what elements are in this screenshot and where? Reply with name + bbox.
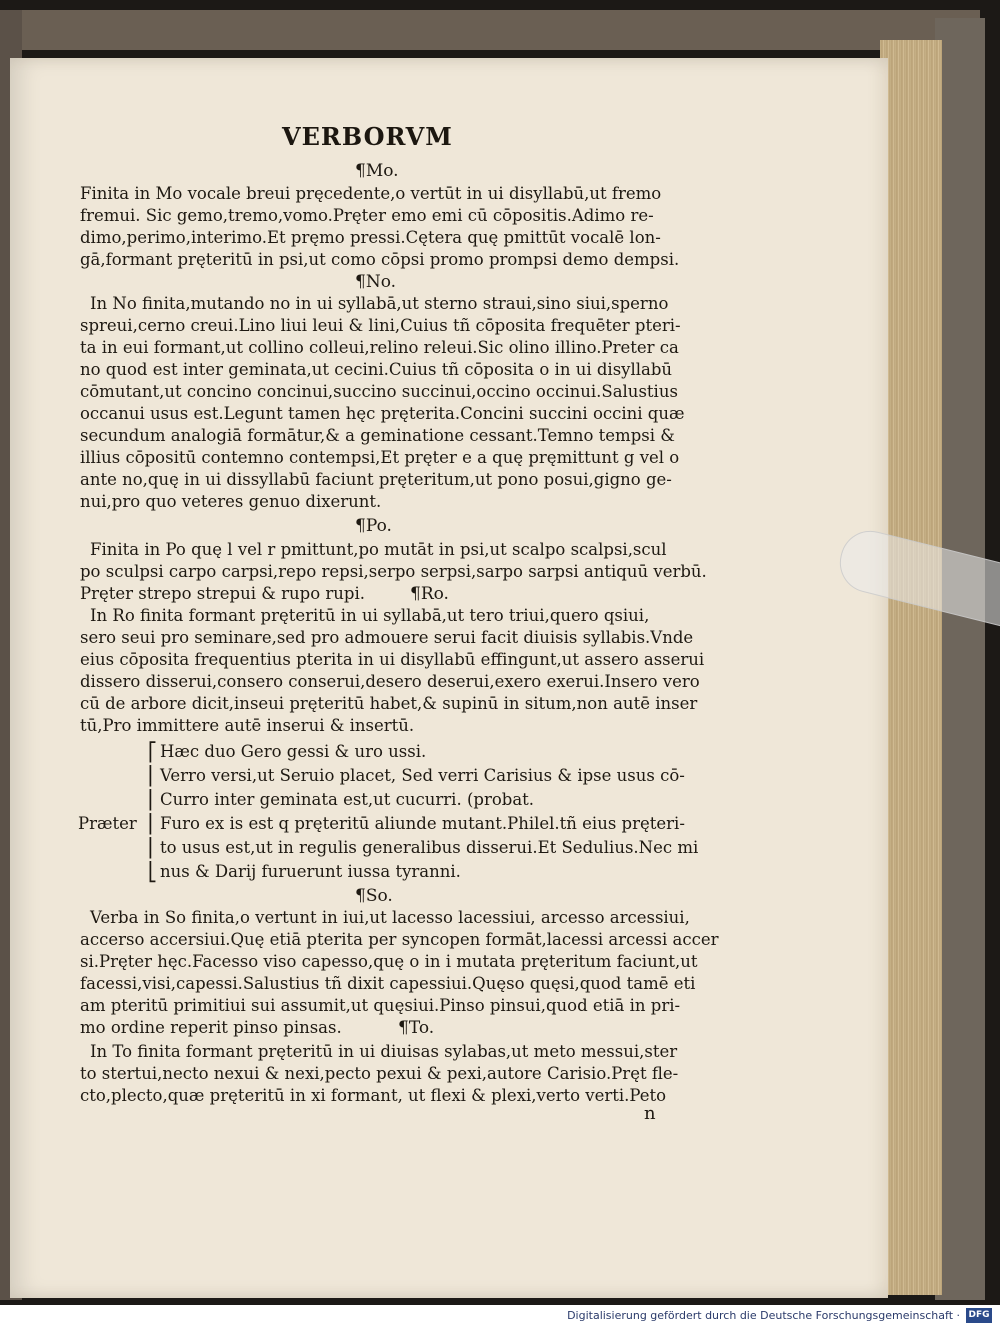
brace-mark: ⎢ — [148, 814, 157, 835]
book-cover-right — [935, 18, 985, 1300]
text-line: cto,plecto,quæ pręteritū in xi formant, ut flexi & plexi,verto verti.Peto — [80, 1086, 667, 1105]
text-line: cū de arbore dicit,inseui pręteritū habet,& supinū in situm,non autē inser — [80, 694, 698, 713]
text-line: mo ordine reperit pinso pinsas. — [80, 1018, 342, 1037]
text-line: Finita in Mo vocale breui pręcedente,o vertūt in ui disyllabū,ut fremo — [80, 184, 662, 203]
text-line: fremui. Sic gemo,tremo,vomo.Pręter emo emi cū cōpositis.Adimo re- — [80, 206, 654, 225]
brace-line: Hæc duo Gero gessi & uro ussi. — [160, 742, 427, 761]
text-line: dissero disserui,consero conserui,desero deserui,exero exerui.Insero vero — [80, 672, 700, 691]
text-line: eius cōposita frequentius pterita in ui disyllabū effingunt,ut assero asserui — [80, 650, 705, 669]
section-heading-ro: ¶Ro. — [410, 584, 449, 604]
section-heading-mo: ¶Mo. — [355, 161, 399, 181]
section-heading-to: ¶To. — [398, 1018, 435, 1038]
brace-line: to usus est,ut in regulis generalibus disserui.Et Sedulius.Nec mi — [160, 838, 699, 857]
text-line: Verba in So finita,o vertunt in iui,ut lacesso lacessiui, arcesso arcessiui, — [90, 908, 690, 927]
brace-mark: ⎢ — [148, 766, 157, 787]
dfg-logo: DFG — [966, 1308, 992, 1323]
brace-mark: ⎡ — [148, 742, 157, 763]
book-page — [10, 58, 888, 1298]
section-heading-po: ¶Po. — [355, 516, 392, 536]
brace-line: nus & Darij furuerunt iussa tyranni. — [160, 862, 461, 881]
text-line: Finita in Po quę l vel r pmittunt,po mutāt in psi,ut scalpo scalpsi,scul — [90, 540, 667, 559]
running-head: VERBORVM — [282, 122, 453, 151]
text-line: ta in eui formant,ut collino colleui,relino releui.Sic olino illino.Preter ca — [80, 338, 679, 357]
praeter-label: Prӕter — [78, 814, 137, 833]
brace-mark: ⎢ — [148, 790, 157, 811]
text-line: ante no,quę in ui dissyllabū faciunt pręteritum,ut pono posui,gigno ge- — [80, 470, 672, 489]
brace-mark: ⎣ — [148, 862, 157, 883]
text-line: gā,formant pręteritū in psi,ut como cōpsi promo prompsi demo dempsi. — [80, 250, 680, 269]
text-line: In Ro finita formant pręteritū in ui syllabā,ut tero triui,quero qsiui, — [90, 606, 650, 625]
footer-bar — [0, 1305, 1000, 1327]
section-heading-no: ¶No. — [355, 272, 397, 292]
section-heading-so: ¶So. — [355, 886, 393, 906]
text-line: illius cōpositū contemno contempsi,Et pręter e a quę pręmittunt g vel o — [80, 448, 680, 467]
text-line: In No finita,mutando no in ui syllabā,ut sterno straui,sino siui,sperno — [90, 294, 669, 313]
text-line: accerso accersiui.Quę etiā pterita per syncopen formāt,lacessi arcessi accer — [80, 930, 719, 949]
text-line: In To finita formant pręteritū in ui diuisas sylabas,ut meto messui,ster — [90, 1042, 678, 1061]
text-line: to stertui,necto nexui & nexi,pecto pexui & pexi,autore Carisio.Pręt fle- — [80, 1064, 679, 1083]
page-edges — [880, 40, 942, 1295]
catchword: n — [644, 1103, 656, 1124]
footer-credit: Digitalisierung gefördert durch die Deutsche Forschungsgemeinschaft · — [567, 1309, 960, 1322]
page-text — [10, 58, 888, 1298]
text-line: tū,Pro immittere autē inserui & insertū. — [80, 716, 415, 735]
text-line: cōmutant,ut concino concinui,succino succinui,occino occinui.Salustius — [80, 382, 678, 401]
text-line: occanui usus est.Legunt tamen hęc pręterita.Concini succini occini quæ — [80, 404, 685, 423]
text-line: am pteritū primitiui sui assumit,ut quęsiui.Pinso pinsui,quod etiā in pri- — [80, 996, 681, 1015]
brace-line: Furo ex is est q pręteritū aliunde mutant.Philel.tñ eius pręteri- — [160, 814, 685, 833]
brace-line: Curro inter geminata est,ut cucurri. (probat. — [160, 790, 535, 809]
text-line: po sculpsi carpo carpsi,repo repsi,serpo serpsi,sarpo sarpsi antiquū verbū. — [80, 562, 707, 581]
text-line: nui,pro quo veteres genuo dixerunt. — [80, 492, 382, 511]
text-line: Pręter strepo strepui & rupo rupi. — [80, 584, 366, 603]
book-cover-top — [0, 10, 980, 50]
text-line: dimo,perimo,interimo.Et pręmo pressi.Cętera quę pmittūt vocalē lon- — [80, 228, 661, 247]
text-line: si.Pręter hęc.Facesso viso capesso,quę o in i mutata pręteritum faciunt,ut — [80, 952, 698, 971]
brace-line: Verro versi,ut Seruio placet, Sed verri Carisius & ipse usus cō- — [160, 766, 685, 785]
text-line: spreui,cerno creui.Lino liui leui & lini,Cuius tñ cōposita frequēter pteri- — [80, 316, 681, 335]
text-line: secundum analogiā formātur,& a geminatione cessant.Temno tempsi & — [80, 426, 675, 445]
text-line: sero seui pro seminare,sed pro admouere serui facit diuisis syllabis.Vnde — [80, 628, 694, 647]
text-line: no quod est inter geminata,ut cecini.Cuius tñ cōposita o in ui disyllabū — [80, 360, 673, 379]
text-line: facessi,visi,capessi.Salustius tñ dixit capessiui.Quęso quęsi,quod tamē eti — [80, 974, 696, 993]
brace-mark: ⎢ — [148, 838, 157, 859]
